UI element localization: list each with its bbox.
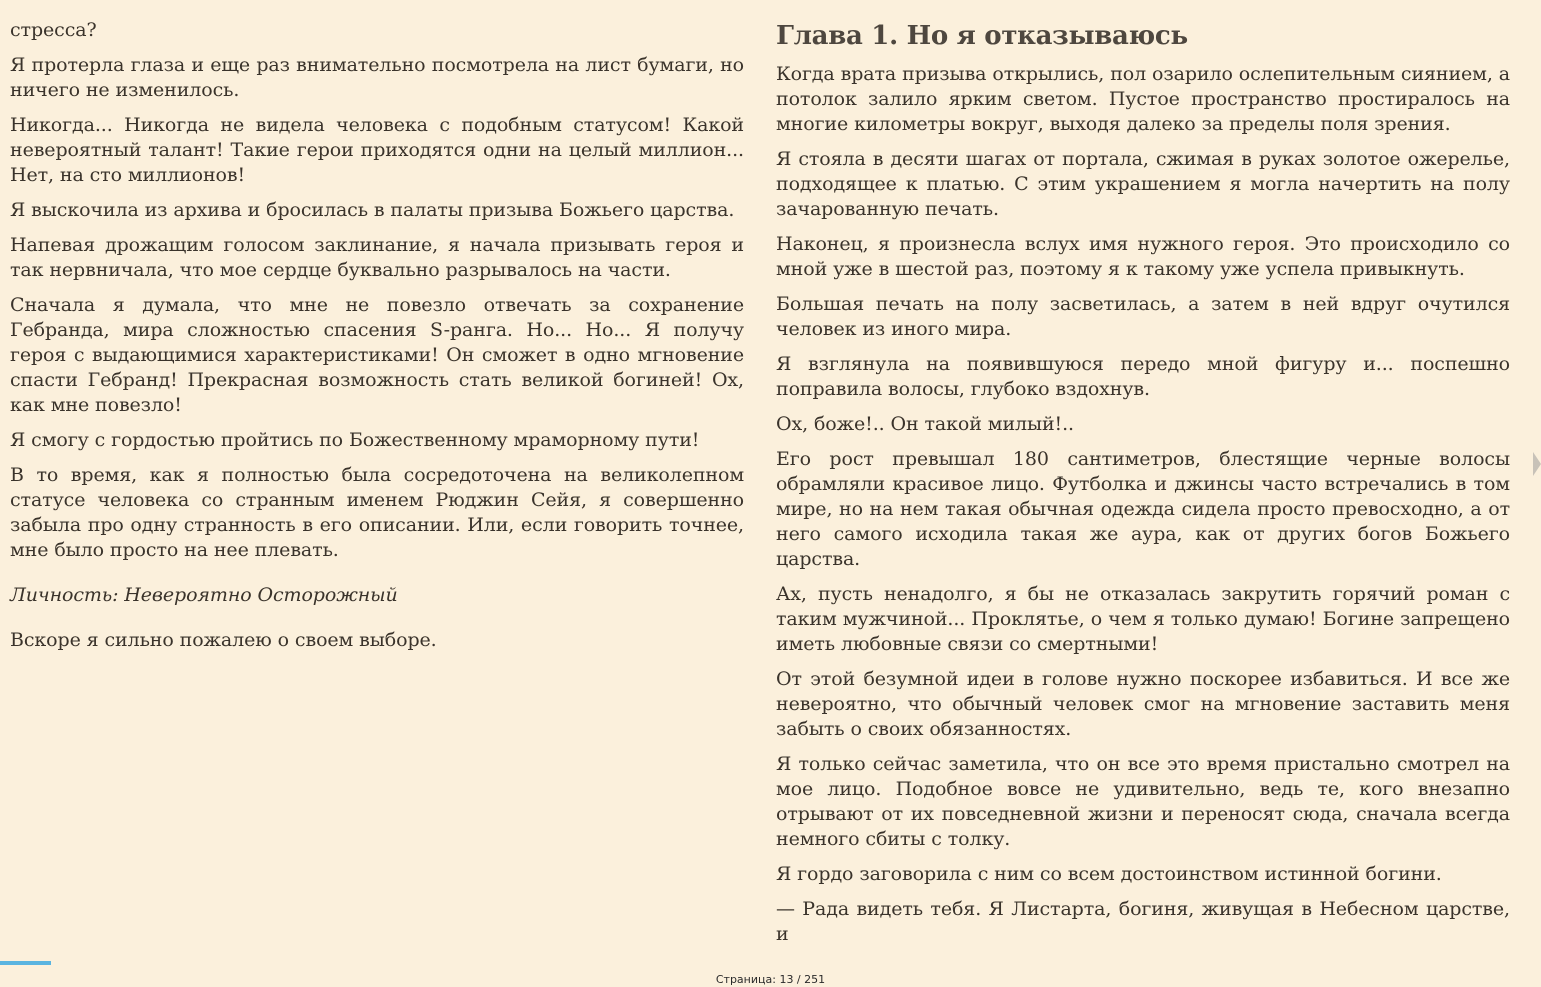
paragraph: Наконец, я произнесла вслух имя нужного героя. Это происходило со мной уже в шестой раз, поэтому я к такому уже успела привыкнуть. [776,233,1510,280]
paragraph: Когда врата призыва открылись, пол озарило ослепительным сиянием, а потолок залило ярким светом. Пустое пространство простиралось на многие километры вокруг, выходя далеко за пределы поля зрения. [776,63,1510,135]
paragraph: Я смогу с гордостью пройтись по Божественному мраморному пути! [10,429,700,451]
chevron-right-icon[interactable] [1533,452,1541,476]
paragraph: Его рост превышал 180 сантиметров, блестящие черные волосы обрамляли красивое лицо. Футболка и джинсы часто встречались в том мире, но на нем такая обычная одежда сидела просто превосходно, а от него самого исходила такая же аура, как от других богов Божьего царства. [776,448,1510,570]
paragraph: стресса? [10,19,97,41]
paragraph: В то время, как я полностью была сосредоточена на великолепном статусе человека со странным именем Рюджин Сейя, я совершенно забыла про одну странность в его описании. Или, если говорить точнее, мне было просто на нее плевать. [10,464,744,561]
paragraph: Большая печать на полу засветилась, а затем в ней вдруг очутился человек из иного мира. [776,293,1510,340]
italic-status-line: Личность: Невероятно Осторожный [10,584,398,606]
paragraph: Ох, боже!.. Он такой милый!.. [776,413,1074,435]
paragraph: Сначала я думала, что мне не повезло отвечать за сохранение Гебранда, мира сложностью спасения S-ранга. Но... Но... Я получу героя с выдающимися характеристиками! Он сможет в одно мгновение спасти Гебранд! Прекрасная возможность стать великой богиней! Ох, как мне повезло! [10,294,744,416]
paragraph: Я стояла в десяти шагах от портала, сжимая в руках золотое ожерелье, подходящее к платью. С этим украшением я могла начертить на полу зачарованную печать. [776,148,1510,220]
paragraph: Я протерла глаза и еще раз внимательно посмотрела на лист бумаги, но ничего не изменилось. [10,54,744,101]
right-page-column [776,18,1510,957]
closing-line: Вскоре я сильно пожалею о своем выборе. [10,629,437,651]
paragraph: Я взглянула на появившуюся передо мной фигуру и... поспешно поправила волосы, глубоко вздохнув. [776,353,1510,400]
paragraph: Напевая дрожащим голосом заклинание, я начала призывать героя и так нервничала, что мое сердце буквально разрывалось на части. [10,234,744,281]
paragraph: Я только сейчас заметила, что он все это время пристально смотрел на мое лицо. Подобное вовсе не удивительно, ведь те, кого внезапно отрывают от их повседневной жизни и переносят сюда, сначала всегда немного сбиты с толку. [776,753,1510,850]
reading-progress-bar[interactable] [0,961,1541,965]
reading-progress-fill [0,961,51,965]
paragraph: Никогда... Никогда не видела человека с подобным статусом! Какой невероятный талант! Такие герои приходятся одни на целый миллион... Нет, на сто миллионов! [10,114,744,186]
left-page-column [10,18,744,663]
chapter-title: Глава 1. Но я отказываюсь [776,21,1188,51]
page-indicator: Страница: 13 / 251 [715,973,826,986]
paragraph: От этой безумной идеи в голове нужно поскорее избавиться. И все же невероятно, что обычный человек смог на мгновение заставить меня забыть о своих обязанностях. [776,668,1510,740]
paragraph: Я выскочила из архива и бросилась в палаты призыва Божьего царства. [10,199,735,221]
paragraph: — Рада видеть тебя. Я Листарта, богиня, живущая в Небесном царстве, и [776,898,1510,945]
paragraph: Я гордо заговорила с ним со всем достоинством истинной богини. [776,863,1442,885]
paragraph: Ах, пусть ненадолго, я бы не отказалась закрутить горячий роман с таким мужчиной... Проклятье, о чем я только думаю! Богине запрещено иметь любовные связи со смертными! [776,583,1510,655]
